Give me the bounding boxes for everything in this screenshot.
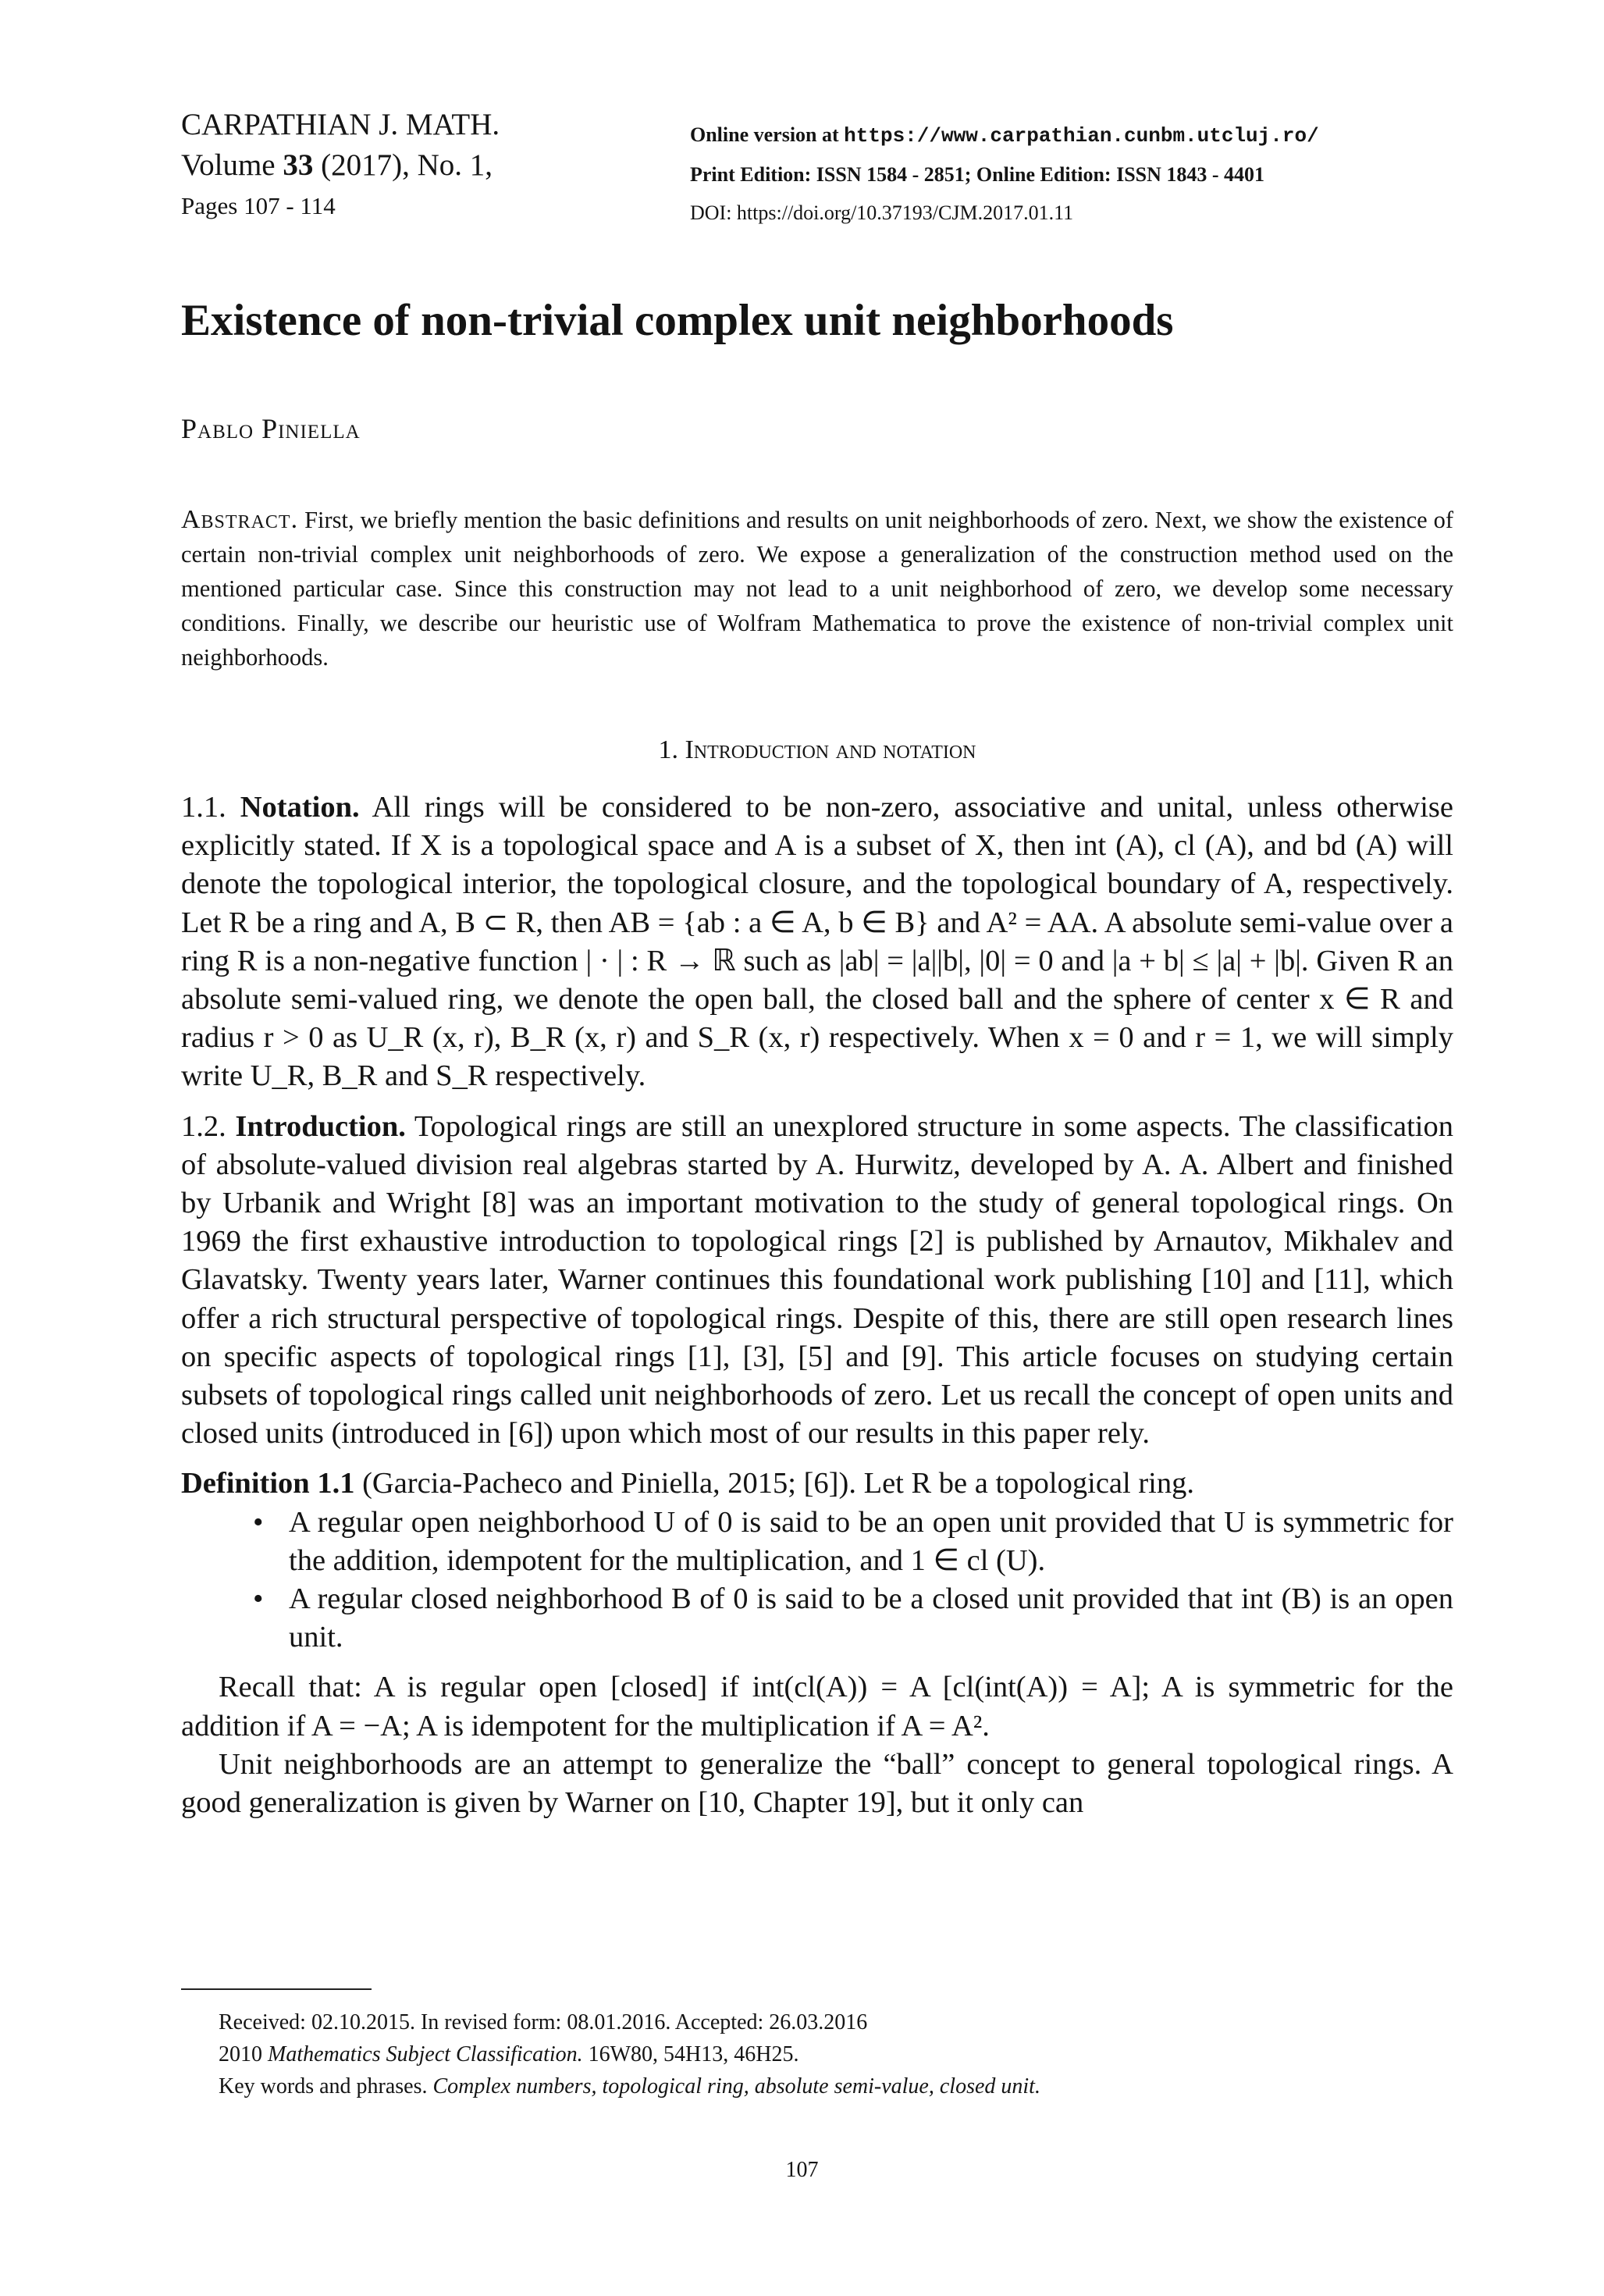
publication-info: [690, 116, 1319, 232]
notation-paragraph: 1.1. Notation. All rings will be considered to be non-zero, associative and unital, unless otherwise explicitly stated. If X is a topological space and A is a subset of X, then int (A), cl (A), and bd (A) will denote the topological interior, the topological closure, and the topological boundary of A, respectively. Let R be a ring and A, B ⊂ R, then AB = {ab : a ∈ A, b ∈ B} and A² = AA. A absolute semi-value over a ring R is a non-negative function | · | : R → ℝ such as |ab| = |a||b|, |0| = 0 and |a + b| ≤ |a| + |b|. Given R an absolute semi-valued ring, we denote the open ball, the closed ball and the sphere of center x ∈ R and radius r > 0 as U_R (x, r), B_R (x, r) and S_R (x, r) respectively. When x = 0 and r = 1, we will simply write U_R, B_R and S_R respectively.: [181, 791, 1453, 1093]
notation-text: All rings will be considered to be non-zero, associative and unital, unless otherwise explicitly stated. If X is a topological space and A is a subset of X, then int (A), cl (A), and bd (A) will denote the topological interior, the topological closure, and the topological boundary of A, respectively. Let R be a ring and A, B ⊂ R, then AB = {ab : a ∈ A, b ∈ B} and A² = AA. A absolute semi-value over a ring R is a non-negative function | · | : R → ℝ such as |ab| = |a||b|, |0| = 0 and |a + b| ≤ |a| + |b|. Given R an absolute semi-valued ring, we denote the open ball, the closed ball and the sphere of center x ∈ R and radius r > 0 as U_R (x, r), B_R (x, r) and S_R (x, r) respectively. When x = 0 and r = 1, we will simply write U_R, B_R and S_R respectively.: [181, 791, 1453, 1093]
online-version: Online version at https://www.carpathian.cunbm.utcluj.ro/: [690, 123, 1319, 148]
unit-paragraph: Unit neighborhoods are an attempt to generalize the “ball” concept to general topological rings. A good generalization is given by Warner on [10, Chapter 19], but it only can: [181, 1747, 1453, 1820]
online-url-link[interactable]: https://www.carpathian.cunbm.utcluj.ro/: [844, 124, 1319, 148]
journal-header: [181, 105, 500, 226]
keywords: Key words and phrases. Complex numbers, topological ring, absolute semi-value, closed unit.: [219, 2074, 1040, 2098]
introduction-paragraph: 1.2. Introduction. Topological rings are still an unexplored structure in some aspects. The classification of absolute-valued division real algebras started by A. Hurwitz, developed by A. A. Albert and finished by Urbanik and Wright [8] was an important motivation to the study of general topological rings. On 1969 the first exhaustive introduction to topological rings [2] is published by Arnautov, Mikhalev and Glavatsky. Twenty years later, Warner continues this foundational work publishing [10] and [11], which offer a rich structural perspective of topological rings. Despite of this, there are still open research lines on specific aspects of topological rings [1], [3], [5] and [9]. This article focuses on studying certain subsets of topological rings called unit neighborhoods of zero. Let us recall the concept of open units and closed units (introduced in [6]) upon which most of our results in this paper rely.: [181, 1109, 1453, 1451]
footnotes: [219, 2006, 1452, 2102]
notation-heading: Notation.: [240, 791, 360, 824]
body-text: [181, 788, 1453, 1822]
introduction-heading: Introduction.: [235, 1109, 406, 1143]
definition-block: [181, 1465, 1453, 1657]
journal-name: CARPATHIAN J. MATH.: [181, 108, 500, 141]
footnote-divider: [181, 1988, 372, 1990]
paper-title: Existence of non-trivial complex unit neighborhoods: [181, 296, 1174, 345]
author-name: Pablo Piniella: [181, 413, 361, 444]
doi-link[interactable]: DOI: https://doi.org/10.37193/CJM.2017.01.11: [690, 201, 1074, 224]
journal-pages: Pages 107 - 114: [181, 192, 336, 219]
definition-list: [181, 1504, 1453, 1657]
msc-classification: 2010 Mathematics Subject Classification. 16W80, 54H13, 46H25.: [219, 2042, 799, 2066]
abstract-text: First, we briefly mention the basic definitions and results on unit neighborhoods of zero. Next, we show the existence of certain non-trivial complex unit neighborhoods of zero. We expose a generalization of the construction method used on the mentioned particular case. Since this construction may not lead to a unit neighborhood of zero, we develop some necessary conditions. Finally, we describe our heuristic use of Wolfram Mathematica to prove the existence of non-trivial complex unit neighborhoods.: [181, 507, 1453, 671]
definition-citation: (Garcia-Pacheco and Piniella, 2015; [6]).: [354, 1467, 856, 1500]
introduction-text: Topological rings are still an unexplored structure in some aspects. The classification of absolute-valued division real algebras started by A. Hurwitz, developed by A. A. Albert and finished by Urbanik and Wright [8] was an important motivation to the study of general topological rings. On 1969 the first exhaustive introduction to topological rings [2] is published by Arnautov, Mikhalev and Glavatsky. Twenty years later, Warner continues this foundational work publishing [10] and [11], which offer a rich structural perspective of topological rings. Despite of this, there are still open research lines on specific aspects of topological rings [1], [3], [5] and [9]. This article focuses on studying certain subsets of topological rings called unit neighborhoods of zero. Let us recall the concept of open units and closed units (introduced in [6]) upon which most of our results in this paper rely.: [181, 1109, 1453, 1451]
definition-intro: Let R be a topological ring.: [855, 1467, 1194, 1500]
print-edition: Print Edition: ISSN 1584 - 2851; Online Edition: ISSN 1843 - 4401: [690, 163, 1265, 186]
definition-label: Definition 1.1: [181, 1467, 355, 1500]
recall-paragraph: Recall that: A is regular open [closed] if int(cl(A)) = A [cl(int(A)) = A]; A is symmetric for the addition if A = −A; A is idempotent for the multiplication if A = A².: [181, 1671, 1453, 1742]
abstract: [181, 503, 1453, 675]
definition-item: • A regular open neighborhood U of 0 is said to be an open unit provided that U is symmetric for the addition, idempotent for the multiplication, and 1 ∈ cl (U).: [289, 1504, 1453, 1580]
journal-volume: Volume 33 (2017), No. 1,: [181, 148, 493, 182]
section-heading: 1. Introduction and notation: [658, 735, 976, 764]
received-dates: Received: 02.10.2015. In revised form: 08.01.2016. Accepted: 26.03.2016: [219, 2010, 868, 2034]
definition-item: • A regular closed neighborhood B of 0 is said to be a closed unit provided that int (B) is an open unit.: [289, 1580, 1453, 1657]
abstract-label: Abstract.: [181, 505, 299, 534]
definition-statement: [181, 1465, 1453, 1503]
page-number: 107: [785, 2158, 819, 2182]
